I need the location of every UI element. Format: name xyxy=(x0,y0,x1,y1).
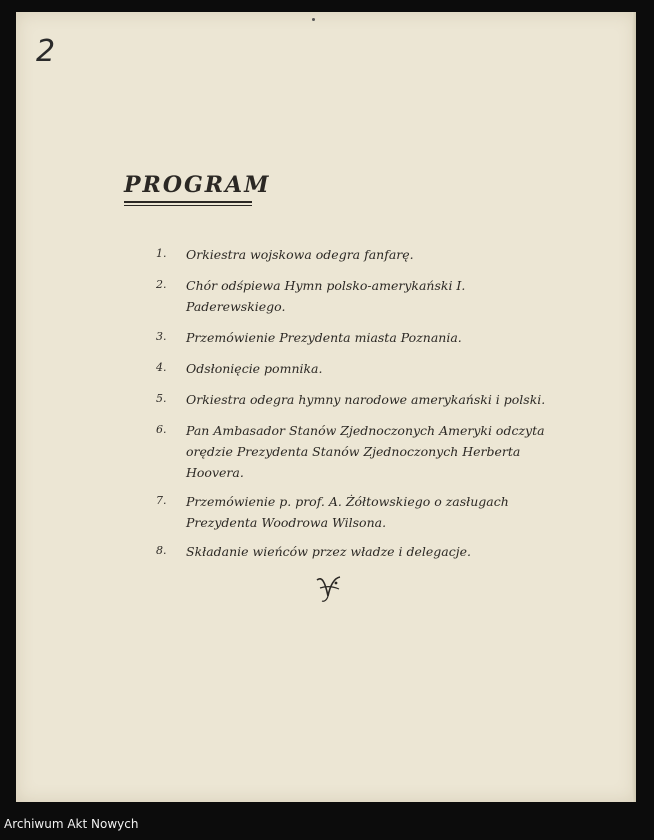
item-number: 3. xyxy=(156,330,167,343)
program-item-1 xyxy=(156,244,596,265)
paper-speck xyxy=(312,18,315,21)
title-underline-thin xyxy=(124,205,252,206)
item-number: 8. xyxy=(156,544,167,557)
document-page xyxy=(16,12,636,802)
program-title: PROGRAM xyxy=(124,172,271,198)
program-item-7 xyxy=(156,491,596,533)
flourish-ornament-icon xyxy=(314,572,344,604)
paper-edge xyxy=(632,12,636,802)
item-text: Przemówienie p. prof. A. Żółtowskiego o zasługach Prezydenta Woodrowa Wilsona. xyxy=(186,494,509,530)
archive-label: Archiwum Akt Nowych xyxy=(4,817,139,831)
item-number: 5. xyxy=(156,392,167,405)
program-list xyxy=(156,244,596,572)
item-number: 6. xyxy=(156,423,167,436)
item-text: Przemówienie Prezydenta miasta Poznania. xyxy=(186,330,462,345)
page-number-mark: 2 xyxy=(36,34,56,69)
title-block xyxy=(124,172,270,206)
item-text: Orkiestra odegra hymny narodowe amerykański i polski. xyxy=(186,392,546,407)
item-number: 2. xyxy=(156,278,167,291)
program-item-6 xyxy=(156,420,596,483)
title-underline xyxy=(124,201,252,203)
item-text: Pan Ambasador Stanów Zjednoczonych Ameryki odczyta orędzie Prezydenta Stanów Zjednoczonych Herberta Hoovera. xyxy=(186,423,545,480)
program-item-4 xyxy=(156,358,596,379)
item-text: Orkiestra wojskowa odegra fanfarę. xyxy=(186,247,414,262)
item-text: Odsłonięcie pomnika. xyxy=(186,361,323,376)
item-number: 7. xyxy=(156,494,167,507)
program-item-5 xyxy=(156,389,596,410)
program-item-3 xyxy=(156,327,596,348)
program-item-2 xyxy=(156,275,596,317)
program-item-8 xyxy=(156,541,596,562)
item-number: 4. xyxy=(156,361,167,374)
item-text: Składanie wieńców przez władze i delegacje. xyxy=(186,544,472,559)
item-text: Chór odśpiewa Hymn polsko-amerykański I. Paderewskiego. xyxy=(186,278,466,314)
item-number: 1. xyxy=(156,247,167,260)
